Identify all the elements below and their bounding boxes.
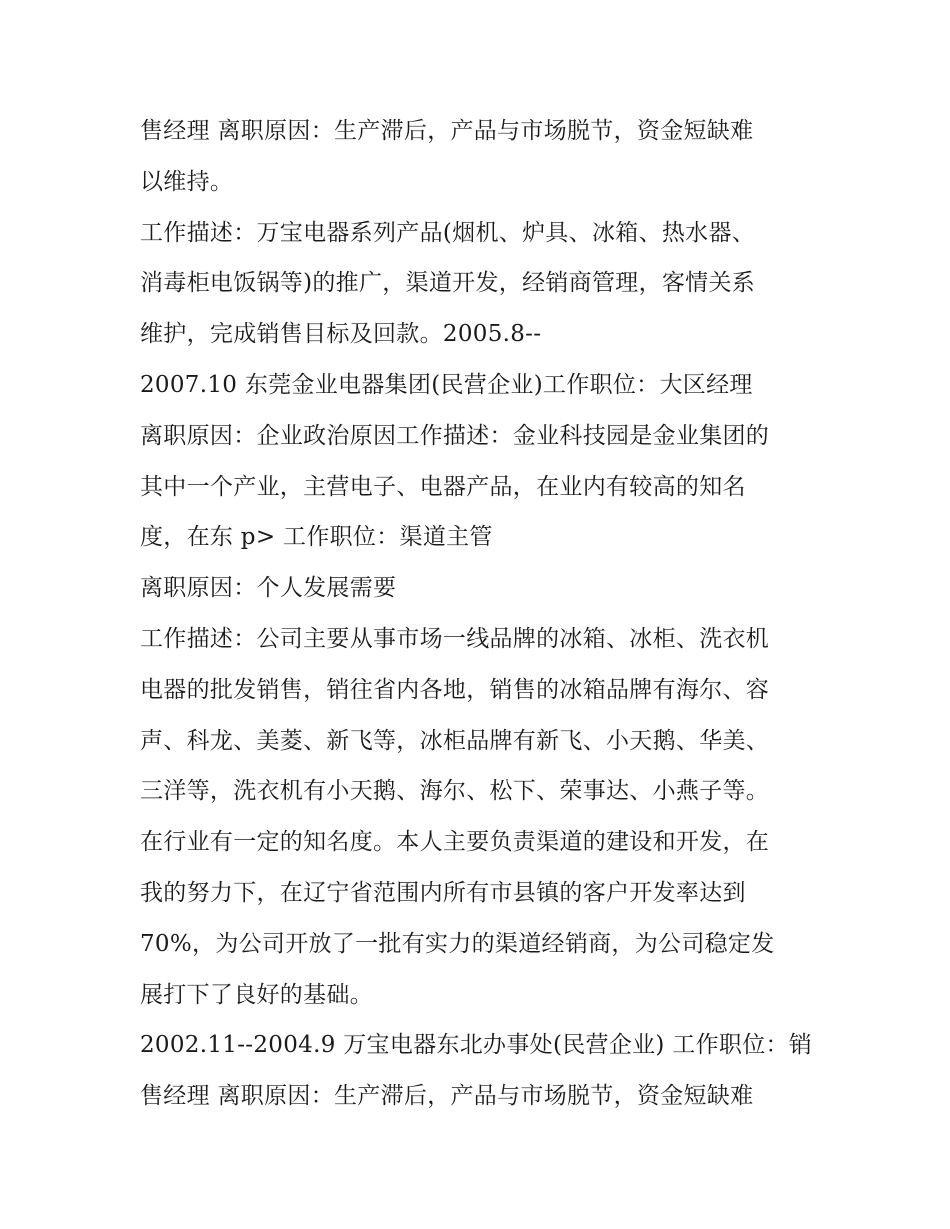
text-line: 其中一个产业，主营电子、电器产品，在业内有较高的知名	[140, 473, 746, 500]
text-line: 工作描述：万宝电器系列产品(烟机、炉具、冰箱、热水器、	[140, 219, 756, 246]
text-line: 声、科龙、美菱、新飞等，冰柜品牌有新飞、小天鹅、华美、	[140, 727, 770, 754]
document-text	[140, 106, 820, 1122]
text-line: 离职原因：个人发展需要	[140, 575, 397, 602]
text-line: 消毒柜电饭锅等)的推广，渠道开发，经销商管理，客情关系	[140, 270, 756, 297]
text-line: 展打下了良好的基础。	[140, 981, 373, 1008]
text-line: 三洋等，洗衣机有小天鹅、海尔、松下、荣事达、小燕子等。	[140, 778, 770, 805]
text-line: 离职原因：企业政治原因工作描述：金业科技园是金业集团的	[140, 422, 770, 449]
text-line: 2002.11--2004.9 万宝电器东北办事处(民营企业) 工作职位：销	[140, 1032, 813, 1059]
text-line: 2007.10 东莞金业电器集团(民营企业)工作职位：大区经理	[140, 371, 753, 398]
text-line: 电器的批发销售，销往省内各地，销售的冰箱品牌有海尔、容	[140, 676, 770, 703]
text-line: 维护，完成销售目标及回款。2005.8--	[140, 321, 542, 348]
text-line: 工作描述：公司主要从事市场一线品牌的冰箱、冰柜、洗衣机	[140, 625, 770, 652]
text-line: 以维持。	[140, 168, 234, 195]
text-line: 度，在东 p> 工作职位：渠道主管	[140, 524, 493, 551]
text-line: 70%，为公司开放了一批有实力的渠道经销商，为公司稳定发	[140, 930, 775, 957]
text-line: 售经理 离职原因：生产滞后，产品与市场脱节，资金短缺难	[140, 118, 754, 144]
text-line: 我的努力下，在辽宁省范围内所有市县镇的客户开发率达到	[140, 879, 746, 906]
text-line: 售经理 离职原因：生产滞后，产品与市场脱节，资金短缺难	[140, 1083, 754, 1110]
text-line: 在行业有一定的知名度。本人主要负责渠道的建设和开发，在	[140, 829, 770, 856]
